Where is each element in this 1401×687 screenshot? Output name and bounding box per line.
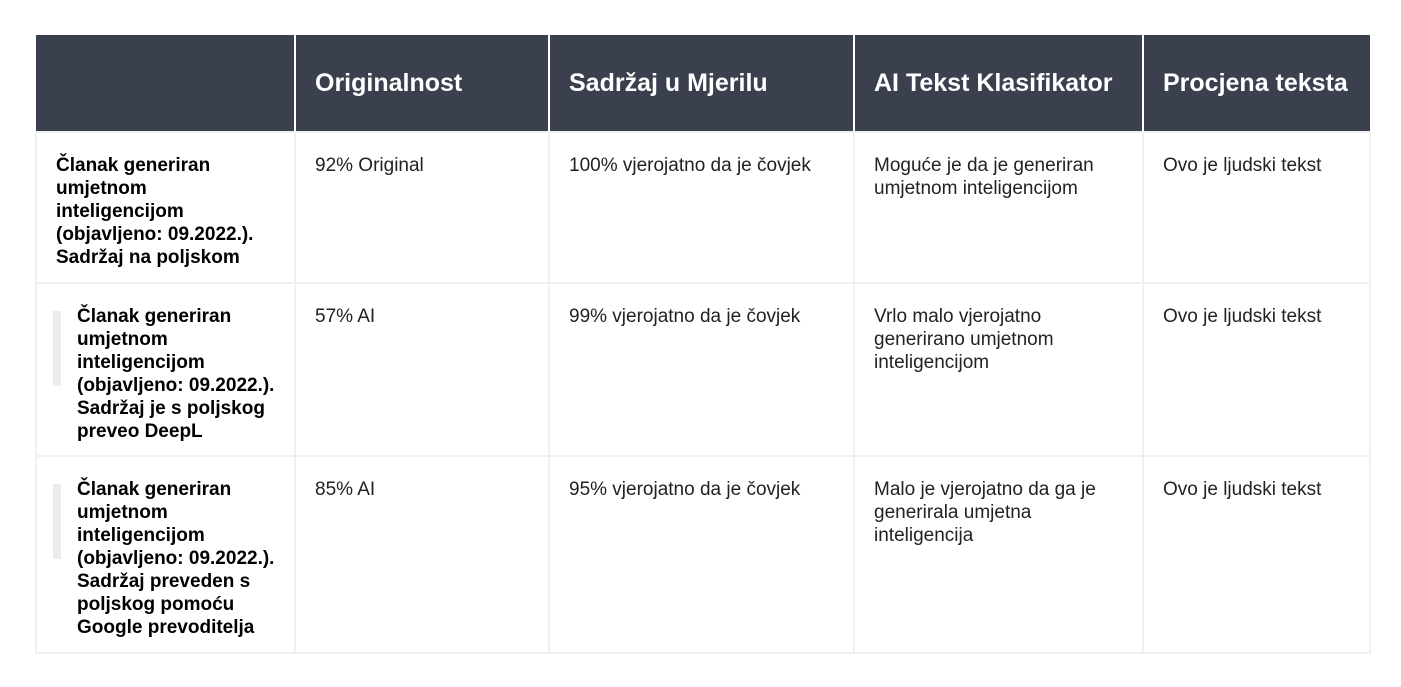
row-label: Članak generiran umjetnom inteligencijom (objavljeno: 09.2022.). Sadržaj na poljskom bbox=[36, 132, 295, 283]
row-label: Članak generiran umjetnom inteligencijom (objavljeno: 09.2022.). Sadržaj preveden s poljskog pomoću Google prevoditelja bbox=[77, 479, 275, 638]
cell-klasifikator: Vrlo malo vjerojatno generirano umjetnom inteligencijom bbox=[854, 283, 1143, 456]
header-row bbox=[36, 35, 1370, 132]
cell-originalnost: 57% AI bbox=[295, 283, 549, 456]
table-row bbox=[36, 283, 1370, 456]
cell-klasifikator: Moguće je da je generiran umjetnom inteligencijom bbox=[854, 132, 1143, 283]
row-label-cell bbox=[36, 283, 295, 456]
header-sadrzaj: Sadržaj u Mjerilu bbox=[549, 35, 854, 132]
cell-procjena: Ovo je ljudski tekst bbox=[1143, 283, 1370, 456]
table-header bbox=[36, 35, 1370, 132]
cell-procjena: Ovo je ljudski tekst bbox=[1143, 132, 1370, 283]
cell-originalnost: 92% Original bbox=[295, 132, 549, 283]
header-procjena: Procjena teksta bbox=[1143, 35, 1370, 132]
header-klasifikator: AI Tekst Klasifikator bbox=[854, 35, 1143, 132]
table-row bbox=[36, 132, 1370, 283]
cell-procjena: Ovo je ljudski tekst bbox=[1143, 456, 1370, 653]
header-empty bbox=[36, 35, 295, 132]
row-label-cell bbox=[36, 456, 295, 653]
comparison-table bbox=[35, 35, 1371, 654]
comparison-table-wrapper bbox=[35, 35, 1369, 654]
cell-klasifikator: Malo je vjerojatno da ga je generirala umjetna inteligencija bbox=[854, 456, 1143, 653]
cell-originalnost: 85% AI bbox=[295, 456, 549, 653]
cell-sadrzaj: 100% vjerojatno da je čovjek bbox=[549, 132, 854, 283]
cell-sadrzaj: 99% vjerojatno da je čovjek bbox=[549, 283, 854, 456]
table-row bbox=[36, 456, 1370, 653]
quote-bar bbox=[53, 311, 61, 386]
header-originalnost: Originalnost bbox=[295, 35, 549, 132]
table-body bbox=[36, 132, 1370, 653]
row-label: Članak generiran umjetnom inteligencijom (objavljeno: 09.2022.). Sadržaj je s poljskog preveo DeepL bbox=[77, 306, 275, 442]
quote-bar bbox=[53, 484, 61, 559]
cell-sadrzaj: 95% vjerojatno da je čovjek bbox=[549, 456, 854, 653]
